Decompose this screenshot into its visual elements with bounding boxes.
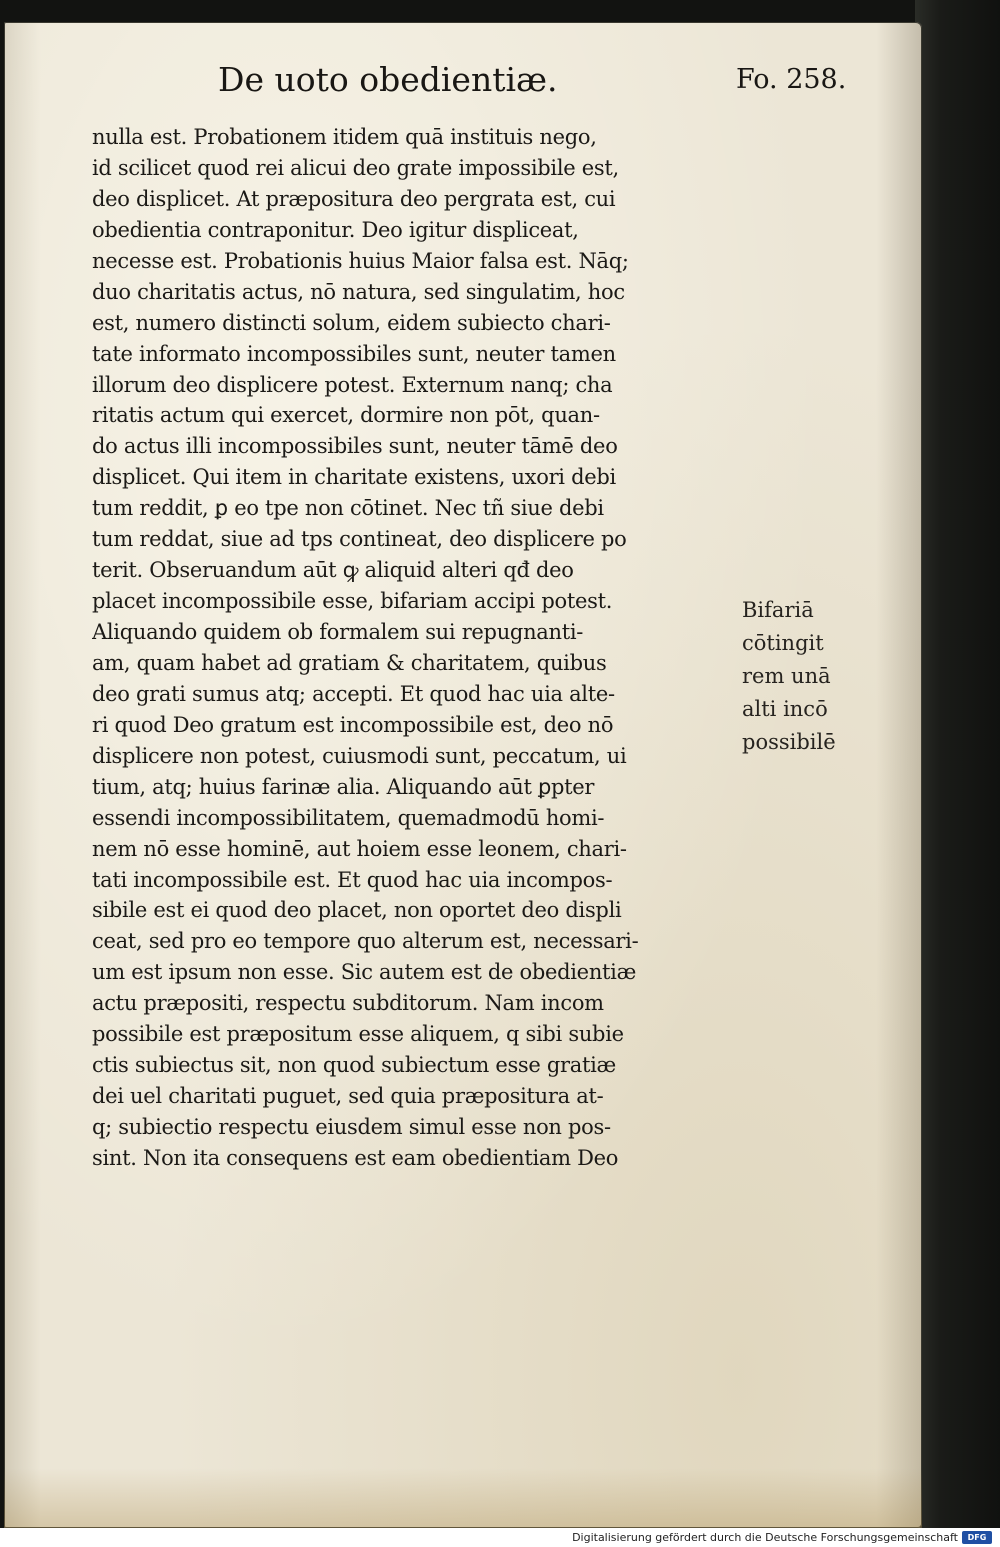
text-line: nulla est. Probationem itidem quā instituis nego, <box>92 125 597 149</box>
text-line: actu præpositi, respectu subditorum. Nam incom <box>92 991 604 1016</box>
text-line: um est ipsum non esse. Sic autem est de obedientiæ <box>92 960 637 985</box>
text-line: obedientia contraponitur. Deo igitur displiceat, <box>92 217 579 242</box>
dfg-logo-text: DFG <box>967 1533 987 1542</box>
text-line: essendi incompossibilitatem, quemadmodū homi- <box>92 805 605 830</box>
funding-credit: Digitalisierung gefördert durch die Deutsche Forschungsgemeinschaft <box>572 1531 958 1544</box>
text-line: placet incompossibile esse, bifariam accipi potest. <box>92 589 613 614</box>
text-line: deo displicet. At præpositura deo pergrata est, cui <box>92 186 616 211</box>
text-line: id scilicet quod rei alicui deo grate impossibile est, <box>92 155 619 180</box>
text-line: necesse est. Probationis huius Maior falsa est. Nāq; <box>92 248 629 273</box>
text-line: do actus illi incompossibiles sunt, neuter tāmē deo <box>92 434 618 459</box>
dfg-logo <box>962 1531 992 1544</box>
text-line: duo charitatis actus, nō natura, sed singulatim, hoc <box>92 279 625 304</box>
text-line: sint. Non ita consequens est eam obedientiam Deo <box>92 1145 619 1170</box>
text-line: tum reddit, ꝑ eo tpe non cōtinet. Nec tñ siue debi <box>92 496 604 521</box>
text-line: tum reddat, siue ad tps contineat, deo displicere po <box>92 527 627 552</box>
text-line: ceat, sed pro eo tempore quo alterum est, necessari- <box>92 929 639 954</box>
folio-number: Fo. 258. <box>736 64 847 95</box>
margin-note-line: Bifariā <box>742 598 814 622</box>
text-line: tate informato incompossibiles sunt, neuter tamen <box>92 341 616 366</box>
text-line: deo grati sumus atq; accepti. Et quod hac uia alte- <box>92 681 615 706</box>
text-line: est, numero distincti solum, eidem subiecto chari- <box>92 310 611 335</box>
book-binding <box>915 0 1000 1528</box>
text-line: q; subiectio respectu eiusdem simul esse non pos- <box>92 1115 611 1139</box>
text-line: nem nō esse hominē, aut hoiem esse leonem, chari- <box>92 836 627 861</box>
running-head: De uoto obedientiæ. <box>218 60 558 99</box>
page-stain <box>4 1468 922 1528</box>
margin-note-line: rem unā <box>742 664 831 688</box>
text-line: ctis subiectus sit, non quod subiectum esse gratiæ <box>92 1053 616 1078</box>
margin-note-line: cōtingit <box>742 631 824 655</box>
text-line: tati incompossibile est. Et quod hac uia incompos- <box>92 867 613 892</box>
text-line: displicet. Qui item in charitate existens, uxori debi <box>92 465 616 490</box>
text-line: tium, atq; huius farinæ alia. Aliquando aūt ꝑpter <box>92 774 595 799</box>
margin-note-line: possibilē <box>742 730 836 754</box>
text-line: ri quod Deo gratum est incompossibile est, deo nō <box>92 712 614 737</box>
text-line: dei uel charitati puguet, sed quia præpositura at- <box>92 1084 604 1109</box>
margin-note <box>742 594 872 759</box>
body-text <box>92 122 732 1174</box>
text-line: illorum deo displicere potest. Externum nanq; cha <box>92 372 613 397</box>
text-line: sibile est ei quod deo placet, non oportet deo displi <box>92 898 622 923</box>
footer-bar <box>0 1528 1000 1547</box>
text-line: ritatis actum qui exercet, dormire non pōt, quan- <box>92 403 600 428</box>
text-line: am, quam habet ad gratiam & charitatem, quibus <box>92 650 607 675</box>
margin-note-line: alti incō <box>742 697 828 721</box>
text-line: terit. Obseruandum aūt ꝙ aliquid alteri qđ deo <box>92 558 574 583</box>
text-line: Aliquando quidem ob formalem sui repugnanti- <box>92 620 584 644</box>
text-line: possibile est præpositum esse aliquem, q sibi subie <box>92 1022 624 1047</box>
text-line: displicere non potest, cuiusmodi sunt, peccatum, ui <box>92 743 627 768</box>
